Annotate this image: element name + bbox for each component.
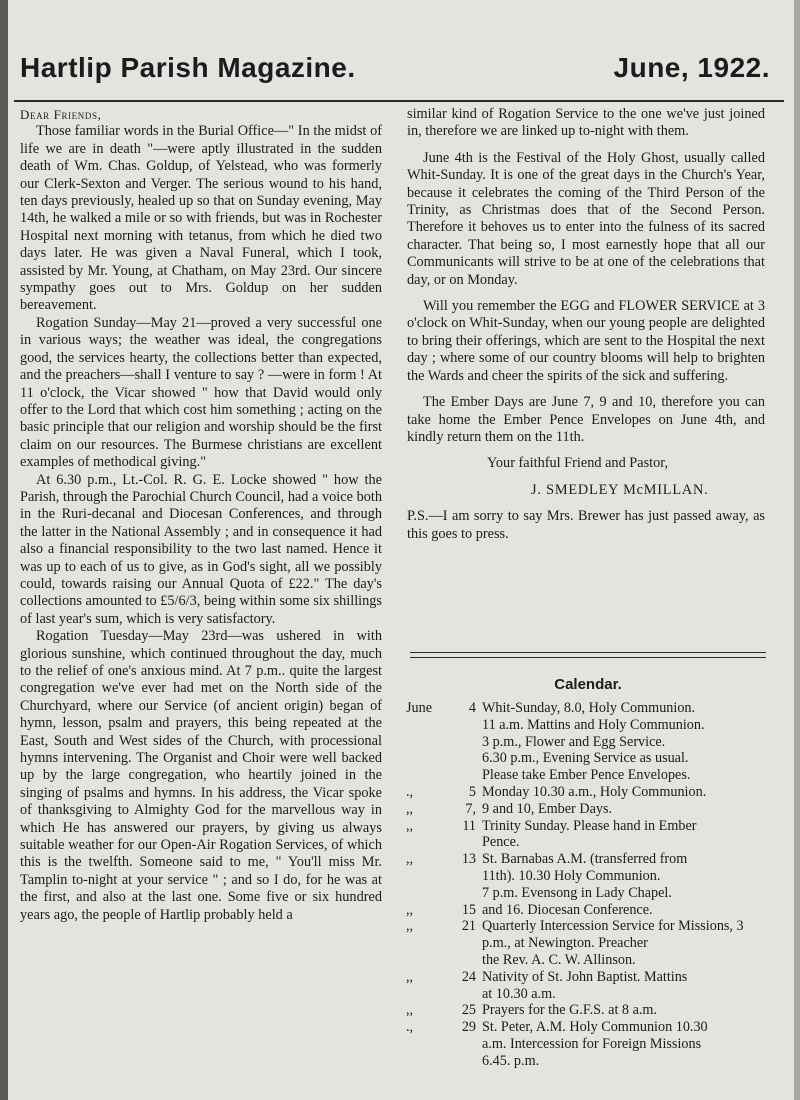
calendar-entry bbox=[406, 902, 768, 919]
calendar-month: ,, bbox=[406, 918, 414, 935]
calendar-month: ,, bbox=[406, 851, 414, 868]
calendar-month: ,, bbox=[406, 1002, 414, 1019]
calendar-entry bbox=[406, 784, 768, 801]
calendar-entry bbox=[406, 818, 768, 852]
calendar-line: 7 p.m. Evensong in Lady Chapel. bbox=[482, 884, 672, 901]
calendar-line: Please take Ember Pence Envelopes. bbox=[482, 767, 691, 784]
calendar-month: ., bbox=[406, 783, 414, 800]
calendar-entry bbox=[406, 918, 768, 968]
page-edge-right bbox=[794, 0, 800, 1100]
calendar-day: 7, bbox=[465, 800, 476, 817]
calendar-month: ., bbox=[406, 1019, 414, 1036]
calendar-line: Trinity Sunday. Please hand in Ember bbox=[482, 817, 697, 834]
paragraph-whit-sunday: June 4th is the Festival of the Holy Ghost, usually called Whit-Sunday. It is one of the great days in the Church's Year, because it celebrates the coming of the Third Person of the Trinity, as Christmas does that of the Second Person. Therefore it behoves us to enter into the fulness of its sacred character. That being so, I most earnestly hope that all our Communicants will strive to be at one of the celebrations that day, or on Monday. bbox=[407, 149, 765, 288]
calendar-line: 6.45. p.m. bbox=[482, 1052, 540, 1069]
calendar-line: St. Peter, A.M. Holy Communion 10.30 bbox=[482, 1019, 708, 1036]
masthead-rule bbox=[14, 100, 784, 102]
page-edge-shadow bbox=[0, 0, 8, 1100]
calendar-day: 25 bbox=[461, 1002, 476, 1019]
paragraph-egg-flower-service: Will you remember the EGG and FLOWER SERVICE at 3 o'clock on Whit-Sunday, when our young people are delighted to bring their offerings, which are sent to the Hospital the next day ; where some of our country blooms will help to brighten the Wards and cheer the spirits of the sick and suffering. bbox=[407, 298, 765, 384]
issue-date: June, 1922. bbox=[613, 52, 770, 83]
calendar-entry bbox=[406, 969, 768, 1003]
left-column bbox=[20, 106, 382, 924]
calendar-day: 5 bbox=[468, 783, 476, 800]
calendar-entry bbox=[406, 700, 768, 784]
salutation: Dear Friends, bbox=[20, 107, 102, 122]
calendar-month: June bbox=[406, 700, 433, 716]
calendar-line: at 10.30 a.m. bbox=[482, 985, 556, 1002]
signature: J. SMEDLEY McMILLAN. bbox=[531, 481, 709, 498]
calendar-month: ,, bbox=[406, 817, 414, 834]
masthead bbox=[20, 52, 770, 94]
postscript: P.S.—I am sorry to say Mrs. Brewer has just passed away, as this goes to press. bbox=[407, 508, 765, 542]
calendar-line: Nativity of St. John Baptist. Mattins bbox=[482, 968, 688, 985]
calendar-line: and 16. Diocesan Conference. bbox=[482, 901, 653, 918]
calendar-day: 13 bbox=[461, 851, 476, 868]
calendar-title: Calendar. bbox=[554, 676, 622, 693]
paragraph-rogation-sunday: Rogation Sunday—May 21—proved a very successful one in various ways; the weather was ideal, the congregations good, the services hearty, the collections better than expected, and the preachers—shall I venture to say ? —were in form ! At 11 o'clock, the Vicar showed " how that David would only offer to the Lord that which cost him something ; acting on the basic principle that our religion and worship should be the first claim on our resources. The Burmese christians are excellent examples of methodical giving." bbox=[20, 314, 382, 471]
calendar-description bbox=[482, 918, 768, 968]
calendar-entry bbox=[406, 1002, 768, 1019]
paragraph-evening-service: At 6.30 p.m., Lt.-Col. R. G. E. Locke showed " how the Parish, through the Parochial Church Council, had a voice both in the Ruri-decanal and Diocesan Conferences, and through the latter in the National Assembly ; and in consequence it had also a financial responsibility to the two last named. Hence it was up to each of us to give, as in God's sight, all we possibly could, towards raising our Annual Quota of £22." The day's collections amounted to £5/6/3, being within some six shillings of last year's sum, which is very satisfactory. bbox=[20, 471, 382, 627]
calendar-line: 3 p.m., Flower and Egg Service. bbox=[482, 733, 666, 750]
paragraph-ember-days: The Ember Days are June 7, 9 and 10, therefore you can take home the Ember Pence Envelopes on June 4th, and kindly return them on the 11th. bbox=[407, 394, 765, 445]
calendar-divider bbox=[410, 652, 766, 658]
calendar-line: Monday 10.30 a.m., Holy Communion. bbox=[482, 783, 707, 800]
calendar-line: Pence. bbox=[482, 834, 520, 851]
calendar-description bbox=[482, 784, 768, 801]
calendar-entry bbox=[406, 801, 768, 818]
signoff: Your faithful Friend and Pastor, bbox=[487, 455, 669, 472]
calendar-entry bbox=[406, 1019, 768, 1069]
calendar-line: 9 and 10, Ember Days. bbox=[482, 800, 613, 817]
calendar-description bbox=[482, 700, 768, 784]
calendar-line: a.m. Intercession for Foreign Missions bbox=[482, 1035, 702, 1052]
calendar-month: ,, bbox=[406, 968, 414, 985]
calendar-day: 15 bbox=[461, 901, 476, 918]
paragraph-continuation: similar kind of Rogation Service to the one we've just joined in, therefore we are linked up to-night with them. bbox=[407, 106, 765, 140]
calendar-day: 4 bbox=[468, 700, 476, 716]
calendar-day: 24 bbox=[461, 968, 476, 985]
calendar-line: 11th). 10.30 Holy Communion. bbox=[482, 867, 661, 884]
calendar-description bbox=[482, 902, 768, 919]
paragraph-rogation-tuesday: Rogation Tuesday—May 23rd—was ushered in with glorious sunshine, which continued throughout the day, much to the relief of one's anxious mind. At 7 p.m.. quite the largest congregation we've ever had met on the North side of the Churchyard, where our Service (of ancient origin) began of hymn, lesson, psalm and prayers, this being repeated at the East, South and West sides of the Church, with processional hymns intervening. The Organist and Choir were well backed up by the large congregation, who heartily joined in the singing of psalms and hymns. In his address, the Vicar spoke of thanksgiving to Almighty God for the marvellous way in which He has answered our prayers, by giving us always suitable weather for our Open-Air Rogation Services, of which this is the twelfth. Someone said to me, " You'll miss Mr. Tamplin to-night at your service " ; and so I do, for he was at the first, and also at the last one. Some five or six hundred years ago, the people of Hartlip probably held a bbox=[20, 628, 382, 923]
calendar-entry bbox=[406, 851, 768, 901]
calendar-day: 29 bbox=[461, 1019, 476, 1036]
calendar-line: Quarterly Intercession Service for Missions, 3 p.m., at Newington. Preacher bbox=[482, 918, 744, 952]
calendar-month: ,, bbox=[406, 800, 414, 817]
calendar-line: 11 a.m. Mattins and Holy Communion. bbox=[482, 716, 705, 733]
calendar-description bbox=[482, 1019, 768, 1069]
calendar-month: ,, bbox=[406, 901, 414, 918]
calendar-description bbox=[482, 851, 768, 901]
calendar-line: St. Barnabas A.M. (transferred from bbox=[482, 851, 688, 868]
calendar-line: Prayers for the G.F.S. at 8 a.m. bbox=[482, 1002, 657, 1019]
calendar-description bbox=[482, 801, 768, 818]
calendar-description bbox=[482, 969, 768, 1003]
magazine-title: Hartlip Parish Magazine. bbox=[20, 52, 356, 83]
paragraph-goldup: Those familiar words in the Burial Office—" In the midst of life we are in death "—were aptly illustrated in the sudden death of Wm. Chas. Goldup, of Yelstead, who was formerly our Clerk-Sexton and Verger. The serious wound to his hand, ten days previously, healed up so that on Sunday evening, May 14th, he walked a mile or so with friends, but was in Rochester Hospital next morning with tetanus, from which he died two days later. He was given a Naval Funeral, which I took, assisted by Mr. Young, at Chatham, on May 23rd. Our sincere sympathy goes out to Mrs. Goldup on her sudden bereavement. bbox=[20, 123, 382, 314]
calendar-line: Whit-Sunday, 8.0, Holy Communion. bbox=[482, 700, 696, 716]
calendar-day: 11 bbox=[462, 817, 476, 834]
calendar-line: 6.30 p.m., Evening Service as usual. bbox=[482, 750, 689, 767]
calendar-list bbox=[406, 700, 768, 1070]
right-column bbox=[407, 106, 765, 543]
calendar-line: the Rev. A. C. W. Allinson. bbox=[482, 951, 636, 968]
calendar-day: 21 bbox=[461, 918, 476, 935]
calendar-description bbox=[482, 818, 768, 852]
calendar-description bbox=[482, 1002, 768, 1019]
